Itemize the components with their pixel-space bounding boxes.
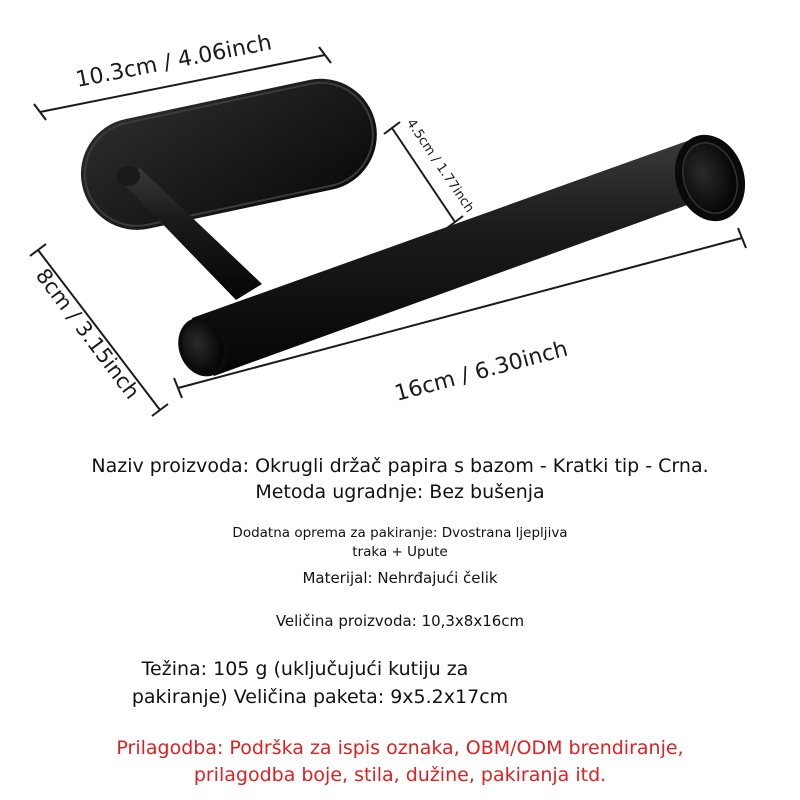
customization-line-2: prilagodba boje, stila, dužine, pakiranja itd. bbox=[193, 764, 607, 786]
paper-holder-image bbox=[71, 68, 756, 383]
material-line: Materijal: Nehrđajući čelik bbox=[302, 569, 498, 587]
product-size-line: Veličina proizvoda: 10,3x8x16cm bbox=[275, 612, 525, 630]
product-name-line: Naziv proizvoda: Okrugli držač papira s bazom - Kratki tip - Crna. bbox=[91, 455, 709, 477]
accessories-line-1: Dodatna oprema za pakiranje: Dvostrana ljepljiva bbox=[232, 525, 568, 541]
weight-line-2: pakiranje) Veličina paketa: 9x5.2x17cm bbox=[131, 686, 509, 708]
width-label: 10.3cm / 4.06inch bbox=[73, 30, 274, 93]
dimension-lines bbox=[30, 47, 746, 416]
weight-line-1: Težina: 105 g (uključujući kutiju za bbox=[141, 658, 469, 680]
height-label: 8cm / 3.15inch bbox=[30, 264, 145, 404]
install-method-line: Metoda ugradnje: Bez bušenja bbox=[255, 481, 545, 503]
length-label: 16cm / 6.30inch bbox=[392, 336, 571, 407]
accessories-line-2: traka + Upute bbox=[352, 544, 448, 560]
customization-line-1: Prilagodba: Podrška za ispis oznaka, OBM/ODM brendiranje, bbox=[116, 737, 684, 759]
depth-label: 4.5cm / 1.77inch bbox=[403, 116, 477, 216]
